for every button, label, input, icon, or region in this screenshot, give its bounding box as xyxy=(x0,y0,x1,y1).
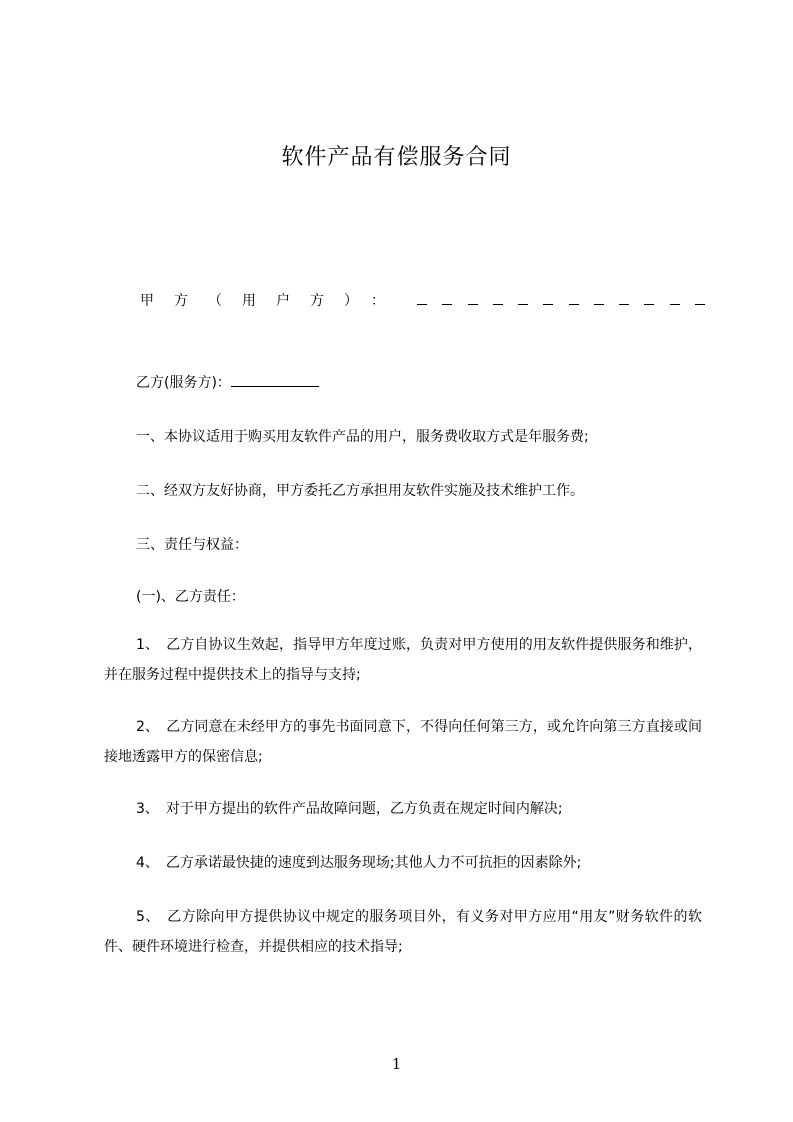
item-1: 1、 乙方自协议生效起，指导甲方年度过账，负责对甲方使用的用友软件提供服务和维护，并在服务过程中提供技术上的指导与支持; xyxy=(104,637,702,683)
item-3: 3、 对于甲方提出的软件产品故障问题，乙方负责在规定时间内解决; xyxy=(136,801,563,817)
blank-underscore xyxy=(518,303,528,305)
blank-underscore xyxy=(619,303,629,305)
party-b-blank xyxy=(231,374,319,387)
clause-2: 二、经双方友好协商，甲方委托乙方承担用友软件实施及技术维护工作。 xyxy=(136,483,584,499)
clause-3: 三、责任与权益： xyxy=(136,537,248,553)
blank-underscore xyxy=(569,303,579,305)
blank-underscore xyxy=(442,303,452,305)
blank-underscore xyxy=(644,303,654,305)
item-5: 5、 乙方除向甲方提供协议中规定的服务项目外，有义务对甲方应用“用友”财务软件的软件、硬件环境进行检查，并提供相应的技术指导; xyxy=(104,909,702,955)
blank-underscore xyxy=(594,303,604,305)
subsection-1: (一)、乙方责任： xyxy=(136,589,245,605)
party-a-line xyxy=(140,290,705,310)
blank-underscore xyxy=(468,303,478,305)
party-b-line xyxy=(0,372,793,392)
blank-underscore xyxy=(493,303,503,305)
document-title: 软件产品有偿服务合同 xyxy=(281,145,512,170)
party-b-label: 乙方(服务方)： xyxy=(136,375,231,391)
page-number: 1 xyxy=(391,1055,402,1073)
party-a-label: 甲方（用户方）： xyxy=(140,293,405,309)
blank-underscore xyxy=(543,303,553,305)
blank-underscore xyxy=(695,303,705,305)
party-a-blank xyxy=(417,295,705,305)
item-4: 4、 乙方承诺最快捷的速度到达服务现场;其他人力不可抗拒的因素除外; xyxy=(136,855,582,871)
blank-underscore xyxy=(417,303,427,305)
blank-underscore xyxy=(670,303,680,305)
item-2: 2、 乙方同意在未经甲方的事先书面同意下，不得向任何第三方，或允许向第三方直接或间接地透露甲方的保密信息; xyxy=(104,719,702,765)
clause-1: 一、本协议适用于购买用友软件产品的用户，服务费收取方式是年服务费; xyxy=(136,429,589,445)
